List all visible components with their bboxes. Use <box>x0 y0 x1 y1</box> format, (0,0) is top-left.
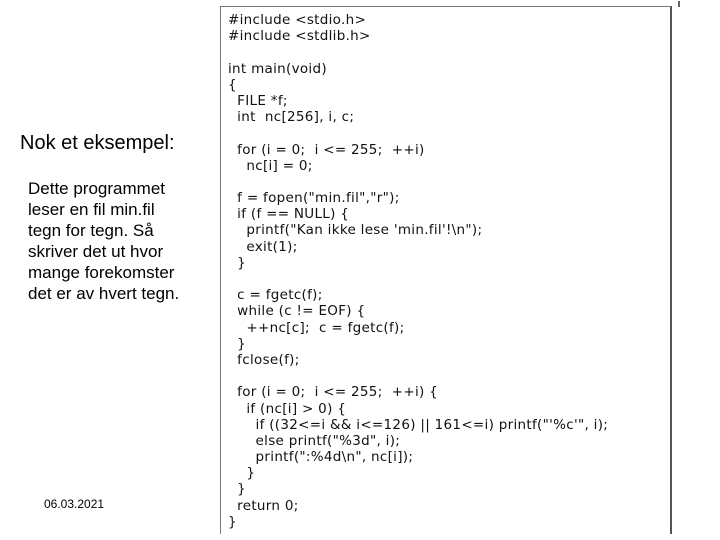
slide-date: 06.03.2021 <box>44 497 105 511</box>
code-line: while (c != EOF) { <box>228 303 366 320</box>
description-line: Dette programmet <box>28 179 165 198</box>
code-line: } <box>228 335 247 352</box>
code-line: int main(void) <box>228 60 327 77</box>
code-line: else printf("%3d", i); <box>228 432 401 449</box>
code-line: } <box>228 481 247 498</box>
description-line: mange forekomster <box>28 263 175 282</box>
code-line: for (i = 0; i <= 255; ++i) <box>228 141 425 158</box>
code-line: #include <stdlib.h> <box>228 28 371 45</box>
code-line <box>228 368 608 384</box>
code-line: } <box>228 254 247 271</box>
code-line <box>228 44 608 60</box>
slide-description <box>28 178 213 304</box>
code-line: } <box>228 465 256 482</box>
code-line: FILE *f; <box>228 92 288 109</box>
code-line: for (i = 0; i <= 255; ++i) { <box>228 384 439 401</box>
slide-heading: Nok et eksempel: <box>20 132 175 154</box>
code-line <box>228 125 608 141</box>
code-line: if (f == NULL) { <box>228 206 350 223</box>
description-line: skriver det ut hvor <box>28 242 164 261</box>
description-line: tegn for tegn. Så <box>28 221 154 240</box>
code-listing <box>228 12 608 530</box>
description-line: det er av hvert tegn. <box>28 284 180 303</box>
code-line: ++nc[c]; c = fgetc(f); <box>228 319 405 336</box>
code-line: } <box>228 513 237 530</box>
code-line: nc[i] = 0; <box>228 157 313 174</box>
code-line: printf(":%4d\n", nc[i]); <box>228 449 414 466</box>
code-line: if (nc[i] > 0) { <box>228 400 347 417</box>
code-listing-panel <box>220 6 672 534</box>
code-line: { <box>228 76 237 93</box>
code-line: f = fopen("min.fil","r"); <box>228 190 400 207</box>
code-line: int nc[256], i, c; <box>228 109 355 126</box>
description-line: leser en fil min.fil <box>28 200 155 219</box>
code-line: fclose(f); <box>228 351 300 368</box>
code-line: printf("Kan ikke lese 'min.fil'!\n"); <box>228 222 483 239</box>
code-line <box>228 271 608 287</box>
code-line: c = fgetc(f); <box>228 287 323 304</box>
code-line: return 0; <box>228 497 299 514</box>
code-line <box>228 174 608 190</box>
code-line: if ((32<=i && i<=126) || 161<=i) printf("'%c'", i); <box>228 416 609 433</box>
code-line: #include <stdio.h> <box>228 12 367 28</box>
code-line: exit(1); <box>228 238 298 255</box>
